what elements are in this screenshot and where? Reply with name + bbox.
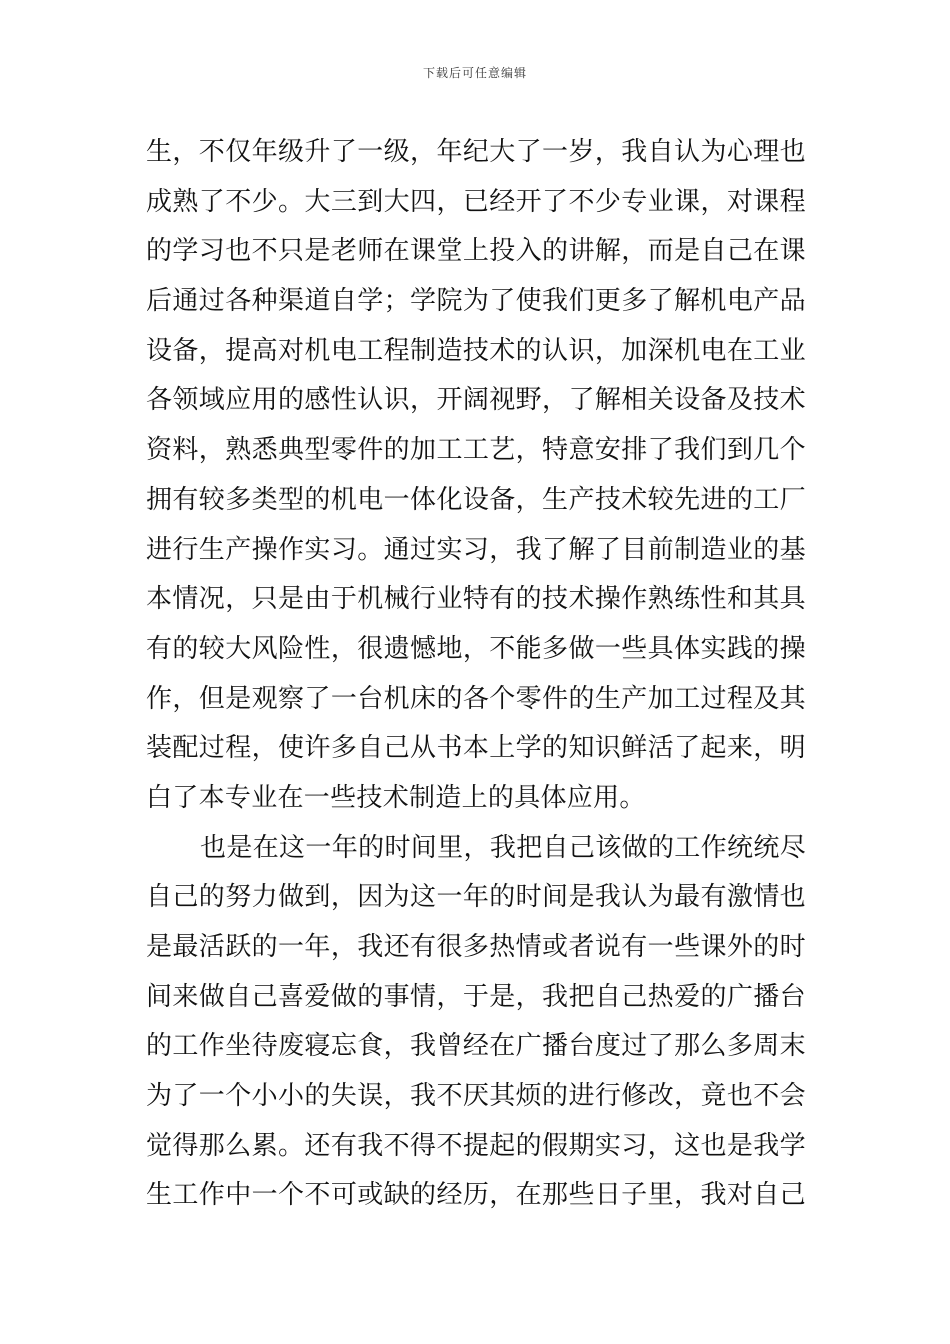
text-line: 间来做自己喜爱做的事情，于是，我把自己热爱的广播台 [146, 981, 806, 1012]
text-line: 作，但是观察了一台机床的各个零件的生产加工过程及其 [146, 683, 806, 714]
text-line: 装配过程，使许多自己从书本上学的知识鲜活了起来，明 [146, 733, 806, 764]
text-line: 生工作中一个不可或缺的经历，在那些日子里，我对自己 [146, 1180, 806, 1211]
text-line: 为了一个小小的失误，我不厌其烦的进行修改，竟也不会 [146, 1081, 806, 1112]
text-line: 本情况，只是由于机械行业特有的技术操作熟练性和其具 [146, 584, 806, 615]
paragraph-end-line: 白了本专业在一些技术制造上的具体应用。 [146, 782, 646, 813]
text-line: 设备，提高对机电工程制造技术的认识，加深机电在工业 [146, 335, 806, 366]
text-line: 进行生产操作实习。通过实习，我了解了目前制造业的基 [146, 534, 806, 565]
text-line: 有的较大风险性，很遗憾地，不能多做一些具体实践的操 [146, 633, 806, 664]
text-line: 后通过各种渠道自学；学院为了使我们更多了解机电产品 [146, 286, 806, 317]
text-line: 成熟了不少。大三到大四，已经开了不少专业课，对课程 [146, 186, 806, 217]
text-line: 的学习也不只是老师在课堂上投入的讲解，而是自己在课 [146, 236, 806, 267]
text-line: 的工作坐待废寝忘食，我曾经在广播台度过了那么多周末 [146, 1031, 806, 1062]
paragraph-start-line: 也是在这一年的时间里，我把自己该做的工作统统尽 [200, 832, 806, 863]
text-line: 生，不仅年级升了一级，年纪大了一岁，我自认为心理也 [146, 137, 806, 167]
page-header: 下载后可任意编辑 [422, 66, 527, 80]
text-line: 拥有较多类型的机电一体化设备，生产技术较先进的工厂 [146, 484, 806, 515]
text-line: 觉得那么累。还有我不得不提起的假期实习，这也是我学 [146, 1130, 806, 1161]
text-line: 是最活跃的一年，我还有很多热情或者说有一些课外的时 [146, 932, 806, 962]
document-body [146, 128, 806, 1221]
text-line: 各领域应用的感性认识，开阔视野，了解相关设备及技术 [146, 385, 806, 416]
text-line: 自己的努力做到，因为这一年的时间是我认为最有激情也 [146, 882, 806, 913]
text-line: 资料，熟悉典型零件的加工工艺，特意安排了我们到几个 [146, 435, 806, 466]
